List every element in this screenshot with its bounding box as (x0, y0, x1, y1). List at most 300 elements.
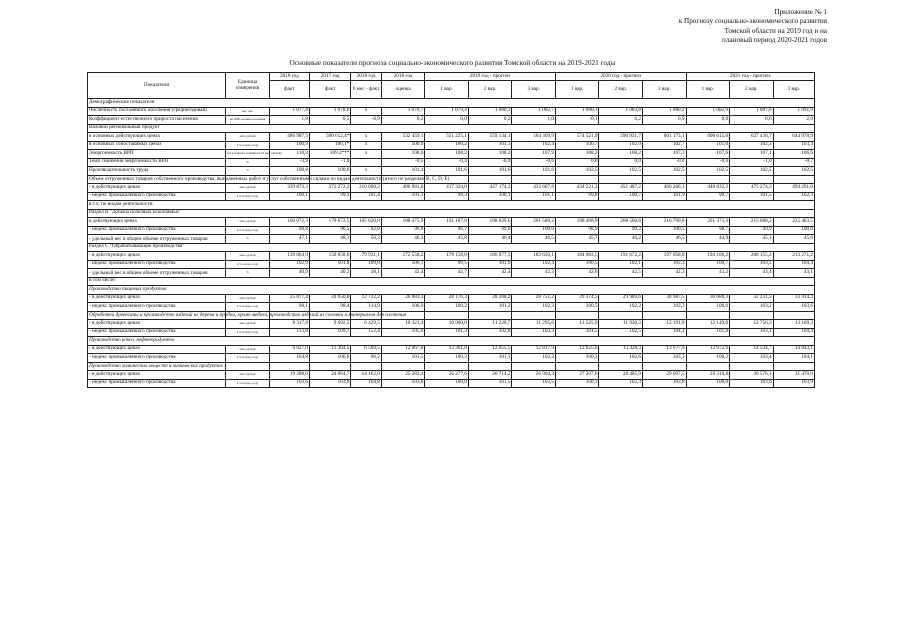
header-subcolumn: факт (310, 81, 351, 99)
value-cell: 213 271,2 (773, 252, 814, 261)
value-cell: 100,1 (555, 379, 599, 388)
value-cell (381, 362, 425, 371)
value-cell: 98,3 (425, 192, 469, 201)
header-subcolumn: 6 мес - факт (351, 81, 381, 99)
value-cell: 208 560,6 (599, 218, 643, 227)
value-cell: -1,0 (310, 158, 351, 167)
value-cell: 99,2 (599, 226, 643, 235)
value-cell: -1,0 (730, 158, 774, 167)
value-cell: 1 082,7 (512, 107, 556, 116)
value-cell: 100,8 (269, 167, 309, 176)
value-cell: 188 475,9 (381, 218, 425, 227)
value-cell: -0,6 (512, 158, 556, 167)
table-row (88, 371, 815, 380)
table-row (88, 184, 815, 193)
value-cell: 11 226,7 (468, 320, 512, 329)
value-cell: 198 029,6 (468, 218, 512, 227)
section-row (88, 337, 815, 346)
header-subcolumn: 3 вар. (773, 81, 814, 99)
unit-cell: (кг условного топлива на 10 тыс. рублей) (226, 150, 270, 159)
unit-cell: % (226, 158, 270, 167)
value-cell: 79 931,1 (351, 252, 381, 261)
section-title: Валовой региональный продукт (88, 124, 815, 133)
value-cell (269, 362, 309, 371)
value-cell (512, 175, 556, 184)
value-cell: 102,5 (555, 167, 599, 176)
value-cell: 101,6 (468, 167, 512, 176)
appendix-line: Приложение № 1 (774, 8, 827, 16)
value-cell: 12 149,0 (686, 320, 730, 329)
value-cell: 28 485,9 (599, 371, 643, 380)
value-cell: 160 072,3 (269, 218, 309, 227)
indicator-name: - индекс промышленного производства (88, 379, 226, 388)
table-row (88, 379, 815, 388)
value-cell: 100,6 (686, 303, 730, 312)
value-cell: 191 672,2 (599, 252, 643, 261)
value-cell: 11 525,9 (555, 320, 599, 329)
indicator-name: в основных действующих ценах (88, 133, 226, 142)
value-cell: 1 080,2 (643, 107, 687, 116)
value-cell: 600 615,6 (686, 133, 730, 142)
unit-cell: в % к пред. году (226, 354, 270, 363)
unit-cell: млн. рублей (226, 320, 270, 329)
value-cell: 50,3 (351, 235, 381, 244)
indicator-name: Энергоемкость ВРП (88, 150, 226, 159)
value-cell (686, 175, 730, 184)
value-cell: 42,7 (425, 269, 469, 278)
value-cell: 33 414,3 (773, 294, 814, 303)
value-cell: 532 459,1 (381, 133, 425, 142)
indicator-name: - индекс промышленного производства (88, 328, 226, 337)
value-cell: 108,2 (555, 150, 599, 159)
value-cell: 28 751,2 (512, 294, 556, 303)
value-cell: 0,2 (599, 116, 643, 125)
indicator-name: - индекс промышленного производства (88, 354, 226, 363)
value-cell (773, 362, 814, 371)
value-cell: 101,5 (468, 379, 512, 388)
value-cell: 101,5 (555, 328, 599, 337)
value-cell: 40,2 (310, 269, 351, 278)
value-cell: 100,3 (425, 354, 469, 363)
value-cell: 102,4 (512, 260, 556, 269)
table-row (88, 252, 815, 261)
value-cell: 0,5 (310, 116, 351, 125)
value-cell: 8 317,8 (269, 320, 309, 329)
value-cell (730, 362, 774, 371)
value-cell (512, 362, 556, 371)
header-subcolumn: 1 вар. (686, 81, 730, 99)
value-cell: 30 688,3 (686, 294, 730, 303)
value-cell: 99,7 (686, 192, 730, 201)
value-cell (468, 311, 512, 320)
value-cell: 100,0 (686, 379, 730, 388)
value-cell: x (351, 150, 381, 159)
table-row (88, 133, 815, 142)
value-cell: 101,1 (468, 354, 512, 363)
indicator-name: - удельный вес в общем объеме отгруженных товаров (88, 235, 226, 244)
unit-cell: % (226, 269, 270, 278)
value-cell: 101,9 (643, 192, 687, 201)
value-cell: 105 620,8 (351, 218, 381, 227)
header-subcolumn: 2 вар. (468, 81, 512, 99)
table-row (88, 167, 815, 176)
section-row (88, 209, 815, 218)
value-cell: 102,5 (773, 167, 814, 176)
table-row (88, 158, 815, 167)
value-cell: 0,0 (555, 158, 599, 167)
value-cell: 102,3 (773, 192, 814, 201)
header-subcolumn: 1 вар. (425, 81, 469, 99)
header-subcolumn: факт (269, 81, 309, 99)
value-cell: 100,5 (643, 226, 687, 235)
value-cell (643, 175, 687, 184)
unit-cell: млн. рублей (226, 133, 270, 142)
header-subcolumn: 2 вар. (599, 81, 643, 99)
value-cell: 183 650,1 (512, 252, 556, 261)
value-cell: -0,5 (381, 158, 425, 167)
value-cell: 29 989,6 (599, 294, 643, 303)
value-cell: 201 371,3 (686, 218, 730, 227)
table-row (88, 345, 815, 354)
value-cell: 100,2 (425, 303, 469, 312)
value-cell: 103,0 (310, 379, 351, 388)
value-cell: 102,7 (643, 141, 687, 150)
value-cell: 26 983,3 (381, 294, 425, 303)
value-cell: 206 155,2 (730, 252, 774, 261)
value-cell: 152,4 (351, 328, 381, 337)
value-cell: 96,2 (351, 354, 381, 363)
section-row (88, 277, 815, 286)
value-cell: 1 080,2 (468, 107, 512, 116)
section-title: в т.ч. по видам деятельности: (88, 201, 815, 210)
value-cell: 100,7 (686, 260, 730, 269)
value-cell: 27 207,6 (555, 371, 599, 380)
value-cell: 102,5 (512, 379, 556, 388)
value-cell: 14 534,7 (730, 345, 774, 354)
value-cell: 101,5 (730, 192, 774, 201)
value-cell: 44,9 (686, 235, 730, 244)
header-forecast-2021: 2021 год - прогноз (686, 73, 814, 81)
value-cell: 12 972,6 (686, 345, 730, 354)
indicator-name: - в действующих ценах (88, 345, 226, 354)
indicator-name: Численность постоянного населения (среднегодовая) (88, 107, 226, 116)
value-cell: 105,0 (381, 328, 425, 337)
unit-cell: в % к пред. году (226, 328, 270, 337)
value-cell: 42,3 (512, 269, 556, 278)
appendix-line: Томской области на 2019 год и на (724, 26, 827, 35)
value-cell: 96,7 (425, 226, 469, 235)
value-cell: 101,8 (310, 260, 351, 269)
table-row (88, 260, 815, 269)
header-unit: Единица измерения (226, 73, 270, 99)
value-cell: 102,5 (730, 167, 774, 176)
value-cell: 100,3 (555, 354, 599, 363)
value-cell: 559 134,1 (468, 133, 512, 142)
value-cell (468, 362, 512, 371)
value-cell: 107,9 (512, 150, 556, 159)
value-cell (773, 311, 814, 320)
header-subcolumn: 2 вар. (730, 81, 774, 99)
unit-cell: млн. рублей (226, 218, 270, 227)
indicator-name: Производство химических веществ и химических продуктов (88, 362, 226, 371)
value-cell: -3,9 (269, 158, 309, 167)
value-cell: 30 987,5 (643, 294, 687, 303)
table-row (88, 320, 815, 329)
value-cell: 101,5 (381, 354, 425, 363)
value-cell: 108,2 (468, 150, 512, 159)
table-row (88, 226, 815, 235)
table-row (88, 294, 815, 303)
value-cell: 103,0 (381, 379, 425, 388)
header-subcolumn: 3 вар. (643, 81, 687, 99)
value-cell (425, 311, 469, 320)
value-cell: 104,2 (643, 328, 687, 337)
value-cell: 103,2 (730, 303, 774, 312)
value-cell: 466 266,1 (643, 184, 687, 193)
table-row (88, 150, 815, 159)
value-cell: 102,8 (468, 328, 512, 337)
value-cell: 46,5 (512, 235, 556, 244)
value-cell: 417 324,0 (425, 184, 469, 193)
table-row (88, 269, 815, 278)
value-cell: 427 174,2 (468, 184, 512, 193)
value-cell: 1 091,9 (773, 107, 814, 116)
value-cell: 28 310,8 (686, 371, 730, 380)
value-cell: 99,5 (425, 260, 469, 269)
value-cell: 99,8 (555, 192, 599, 201)
appendix-note (679, 8, 827, 46)
value-cell: 108,2 (425, 150, 469, 159)
unit-cell: млн. рублей (226, 345, 270, 354)
value-cell: 31 470,0 (773, 371, 814, 380)
value-cell (425, 362, 469, 371)
value-cell: 194 106,2 (686, 252, 730, 261)
value-cell: 100,1 (269, 192, 309, 201)
value-cell: 29 374,5 (555, 294, 599, 303)
value-cell: 46,5 (643, 235, 687, 244)
table-row (88, 303, 815, 312)
value-cell: 32 231,5 (730, 294, 774, 303)
value-cell: 0,0 (599, 158, 643, 167)
indicator-name: Обработка древесины и производство изделий из дерева и пробки, кроме мебели, производство изделий из соломки и материалов для плетения (89, 312, 407, 319)
value-cell: -0,1 (555, 116, 599, 125)
value-cell: 1 078,7 (381, 107, 425, 116)
value-cell: 45,6 (773, 235, 814, 244)
value-cell (730, 175, 774, 184)
value-cell: 114,9 (351, 303, 381, 312)
value-cell: 12 722,2 (351, 294, 381, 303)
unit-cell: млн. рублей (226, 252, 270, 261)
value-cell: 42,4 (468, 269, 512, 278)
header-indicators: Показатели (88, 73, 226, 99)
value-cell: 101,1 (512, 192, 556, 201)
value-cell: 11 295,6 (512, 320, 556, 329)
indicator-name: - удельный вес в общем объеме отгруженных товаров (88, 269, 226, 278)
value-cell (686, 311, 730, 320)
value-cell: x (351, 107, 381, 116)
value-cell: -0,9 (351, 116, 381, 125)
section-row (88, 124, 815, 133)
value-cell: 100,0 (512, 226, 556, 235)
value-cell: 1 082,9 (686, 107, 730, 116)
header-year-2018-half: 2018 год (351, 73, 381, 81)
value-cell: 12 191,8 (643, 320, 687, 329)
table-row (88, 354, 815, 363)
value-cell: x (351, 141, 381, 150)
value-cell: 103,3 (643, 260, 687, 269)
table-row (88, 107, 815, 116)
value-cell: 101,0 (468, 260, 512, 269)
value-cell: 110,3 (269, 150, 309, 159)
value-cell: -0,4 (468, 158, 512, 167)
value-cell: 627 436,7 (730, 133, 774, 142)
value-cell (351, 362, 381, 371)
value-cell: 30 576,3 (730, 371, 774, 380)
section-row (88, 286, 815, 295)
value-cell: 103,3 (512, 328, 556, 337)
value-cell: 6 569,5 (351, 345, 381, 354)
value-cell: 103,5 (730, 260, 774, 269)
value-cell: 1 077,8 (269, 107, 309, 116)
value-cell: 101,1 (381, 192, 425, 201)
value-cell: 42,3 (643, 269, 687, 278)
value-cell: 191 107,8 (425, 218, 469, 227)
value-cell: 101,8 (686, 328, 730, 337)
value-cell: 486 987,5 (269, 133, 309, 142)
indicator-name: Коэффициент естественного прироста населения (88, 116, 226, 125)
value-cell: 109,2*** (310, 150, 351, 159)
value-cell: 225 403,5 (773, 218, 814, 227)
table-row (88, 175, 815, 184)
value-cell: 101,4 (351, 192, 381, 201)
indicator-name: - индекс промышленного производства (88, 192, 226, 201)
indicator-name: - в действующих ценах (88, 252, 226, 261)
value-cell: -0,6 (643, 158, 687, 167)
value-cell: 216 790,8 (643, 218, 687, 227)
value-cell: 38,1 (351, 269, 381, 278)
indicator-name: в действующих ценах (88, 218, 226, 227)
indicator-name: Производительность труда (88, 167, 226, 176)
header-year-2017: 2017 год (310, 73, 351, 81)
value-cell: 494 291,0 (773, 184, 814, 193)
value-cell: 198 468,9 (555, 218, 599, 227)
value-cell: 102,3 (512, 354, 556, 363)
value-cell: 0,9 (643, 116, 687, 125)
value-cell: 9 692,5 (310, 320, 351, 329)
value-cell: 551 225,1 (425, 133, 469, 142)
value-cell: 107,6 (686, 150, 730, 159)
value-cell: 45,3 (730, 235, 774, 244)
value-cell: 40,9 (269, 269, 309, 278)
value-cell (555, 311, 599, 320)
unit-cell: млн. рублей (226, 294, 270, 303)
value-cell: 150 058,0 (310, 252, 351, 261)
value-cell (773, 175, 814, 184)
value-cell: 42,6 (555, 269, 599, 278)
section-title: в том числе: (88, 277, 815, 286)
value-cell: -0,6 (686, 158, 730, 167)
value-cell (643, 362, 687, 371)
value-cell: 339 873,3 (269, 184, 309, 193)
value-cell: 103,6 (773, 303, 814, 312)
value-cell: 48,1 (310, 235, 351, 244)
value-cell: 43,1 (773, 269, 814, 278)
value-cell: 28 208,2 (468, 294, 512, 303)
value-cell (730, 311, 774, 320)
value-cell: 2,0 (773, 116, 814, 125)
value-cell: 46,3 (381, 235, 425, 244)
indicator-name: в основных сопоставимых ценах (88, 141, 226, 150)
value-cell: 106,9 (381, 303, 425, 312)
value-cell: 108,2 (599, 150, 643, 159)
value-cell: 12 625,6 (555, 345, 599, 354)
table-row (88, 218, 815, 227)
value-cell: 99,1 (310, 192, 351, 201)
value-cell: -0,4 (425, 158, 469, 167)
value-cell: 590 931,7 (599, 133, 643, 142)
value-cell: 434 221,3 (555, 184, 599, 193)
value-cell: 601 173,1 (643, 133, 687, 142)
value-cell: 451 487,2 (599, 184, 643, 193)
value-cell: 46,4 (468, 235, 512, 244)
section-row (88, 99, 815, 108)
value-cell: 564 369,9 (512, 133, 556, 142)
value-cell: 19 288,0 (269, 371, 309, 380)
value-cell: 107,3 (643, 150, 687, 159)
value-cell: 100,2 (686, 354, 730, 363)
value-cell (599, 311, 643, 320)
value-cell: 102,1 (599, 260, 643, 269)
value-cell (512, 311, 556, 320)
value-cell: 215 088,2 (730, 218, 774, 227)
value-cell (686, 362, 730, 371)
value-cell: 104,4 (773, 328, 814, 337)
header-year-2018-estimate: 2018 год (381, 73, 425, 81)
value-cell: 102,3 (512, 303, 556, 312)
header-forecast-2020: 2020 год - прогноз (555, 73, 686, 81)
value-cell: 102,4 (512, 141, 556, 150)
unit-cell: % (226, 167, 270, 176)
value-cell: 47,1 (269, 235, 309, 244)
section-row (88, 201, 815, 210)
value-cell: 25 877,4 (269, 294, 309, 303)
value-cell: 448 832,3 (686, 184, 730, 193)
value-cell: 102,3 (730, 141, 774, 150)
unit-cell: в % к пред. году (226, 192, 270, 201)
value-cell: 102,3 (599, 379, 643, 388)
value-cell: 103,3 (643, 354, 687, 363)
header-forecast-2019: 2019 год - прогноз (425, 73, 556, 81)
indicators-table (87, 72, 815, 388)
section-title: Демографические показатели (88, 99, 815, 108)
value-cell: 103,4 (730, 354, 774, 363)
header-subcolumn: 1 вар. (555, 81, 599, 99)
value-cell: 103,8 (643, 379, 687, 388)
value-cell: 139 064,9 (269, 252, 309, 261)
header-subcolumn: 3 вар. (512, 81, 556, 99)
value-cell: 10 960,0 (425, 320, 469, 329)
section-title: Раздел С "Обрабатывающие производства" (88, 243, 815, 252)
value-cell: 12 361,8 (425, 345, 469, 354)
table-row (88, 311, 815, 320)
value-cell: 99,8 (269, 226, 309, 235)
appendix-line: к Прогнозу социально-экономического развития (678, 17, 827, 26)
value-cell: 475 274,3 (730, 184, 774, 193)
value-cell: 100,5 (555, 260, 599, 269)
value-cell: 101,6 (512, 167, 556, 176)
value-cell: 106,6 (773, 150, 814, 159)
value-cell: 0,6 (730, 116, 774, 125)
